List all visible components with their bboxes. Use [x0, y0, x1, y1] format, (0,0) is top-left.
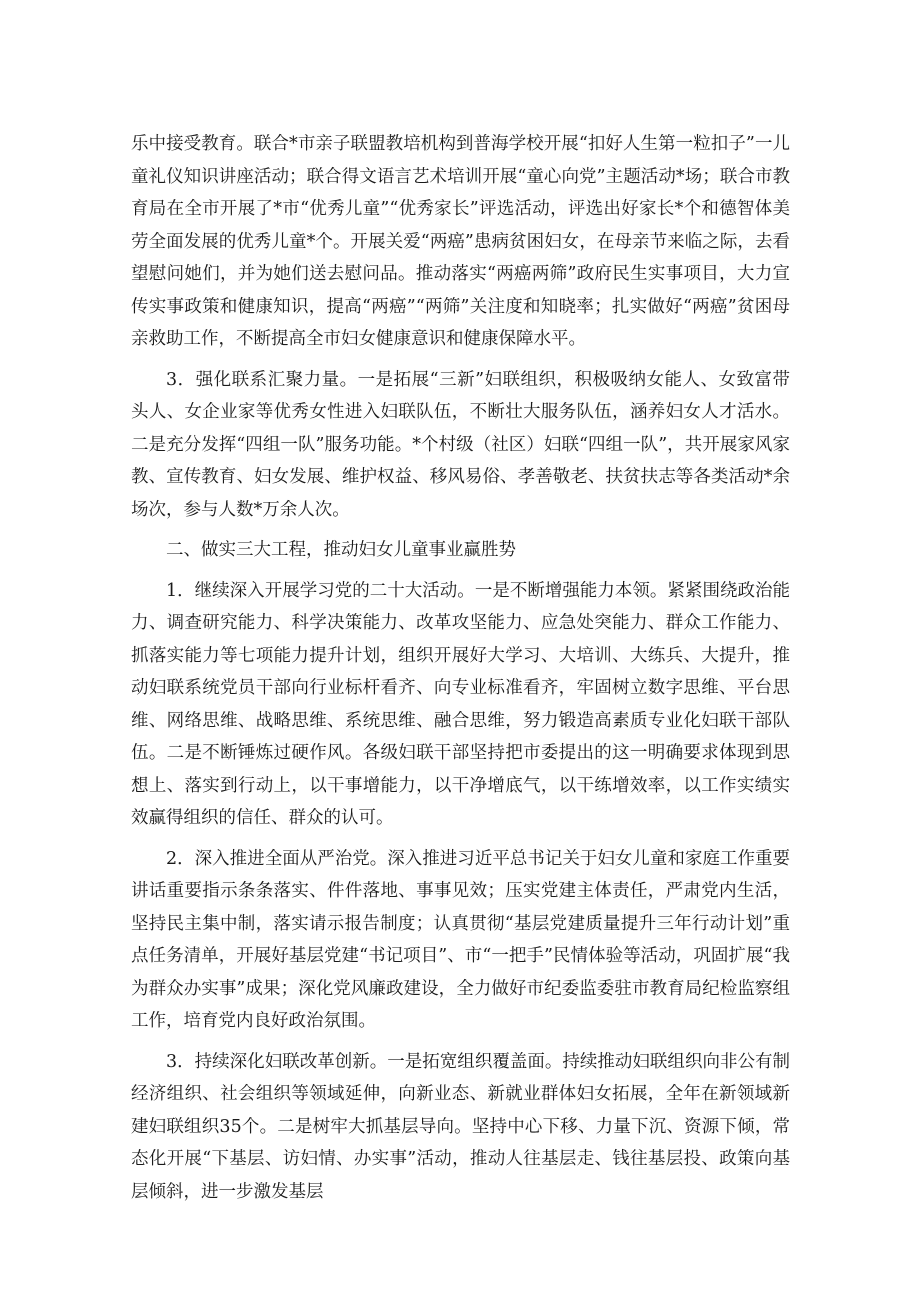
document-body [131, 128, 790, 1216]
paragraph-strengthen-contact: 3．强化联系汇聚力量。一是拓展“三新”妇联组织，积极吸纳女能人、女致富带头人、女企业家等优秀女性进入妇联队伍，不断壮大服务队伍，涵养妇女人才活水。二是充分发挥“四组一队”服务功能。*个村级（社区）妇联“四组一队”，共开展家风家教、宣传教育、妇女发展、维护权益、移风易俗、孝善敬老、扶贫扶志等各类活动*余场次，参与人数*万余人次。 [131, 369, 790, 520]
paragraph-continuation: 乐中接受教育。联合*市亲子联盟教培机构到普海学校开展“扣好人生第一粒扣子”一儿童礼仪知识讲座活动；联合得文语言艺术培训开展“童心向党”主题活动*场；联合市教育局在全市开展了*市“优秀儿童”“优秀家长”评选活动，评选出好家长*个和德智体美劳全面发展的优秀儿童*个。开展关爱“两癌”患病贫困妇女，在母亲节来临之际，去看望慰问她们，并为她们送去慰问品。推动落实“两癌两筛”政府民生实事项目，大力宣传实事政策和健康知识，提高“两癌”“两筛”关注度和知晓率；扎实做好“两癌”贫困母亲救助工作，不断提高全市妇女健康意识和健康保障水平。 [131, 134, 790, 349]
paragraph-party-governance: 2．深入推进全面从严治党。深入推进习近平总书记关于妇女儿童和家庭工作重要讲话重要指示条条落实、件件落地、事事见效；压实党建主体责任，严肃党内生活，坚持民主集中制，落实请示报告制度；认真贯彻“基层党建质量提升三年行动计划”重点任务清单，开展好基层党建“书记项目”、市“一把手”民情体验等活动，巩固扩展“我为群众办实事”成果；深化党风廉政建设，全力做好市纪委监委驻市教育局纪检监察组工作，培育党内良好政治氛围。 [131, 848, 790, 1031]
paragraph-study-activity: 1．继续深入开展学习党的二十大活动。一是不断增强能力本领。紧紧围绕政治能力、调查研究能力、科学决策能力、改革攻坚能力、应急处突能力、群众工作能力、抓落实能力等七项能力提升计划，组织开展好大学习、大培训、大练兵、大提升，推动妇联系统党员干部向行业标杆看齐、向专业标准看齐，牢固树立数字思维、平台思维、网络思维、战略思维、系统思维、融合思维，努力锻造高素质专业化妇联干部队伍。二是不断锤炼过硬作风。各级妇联干部坚持把市委提出的这一明确要求体现到思想上、落实到行动上，以干事增能力，以干净增底气，以干练增效率，以工作实绩实效赢得组织的信任、群众的认可。 [131, 580, 790, 828]
paragraph-reform-innovation: 3．持续深化妇联改革创新。一是拓宽组织覆盖面。持续推动妇联组织向非公有制经济组织、社会组织等领域延伸，向新业态、新就业群体妇女拓展，全年在新领域新建妇联组织35个。二是树牢大抓基层导向。坚持中心下移、力量下沉、资源下倾，常态化开展“下基层、访妇情、办实事”活动，推动人往基层走、钱往基层投、政策向基层倾斜，进一步激发基层 [131, 1051, 790, 1202]
section-heading-two: 二、做实三大工程，推动妇女儿童事业赢胜势 [166, 540, 516, 560]
